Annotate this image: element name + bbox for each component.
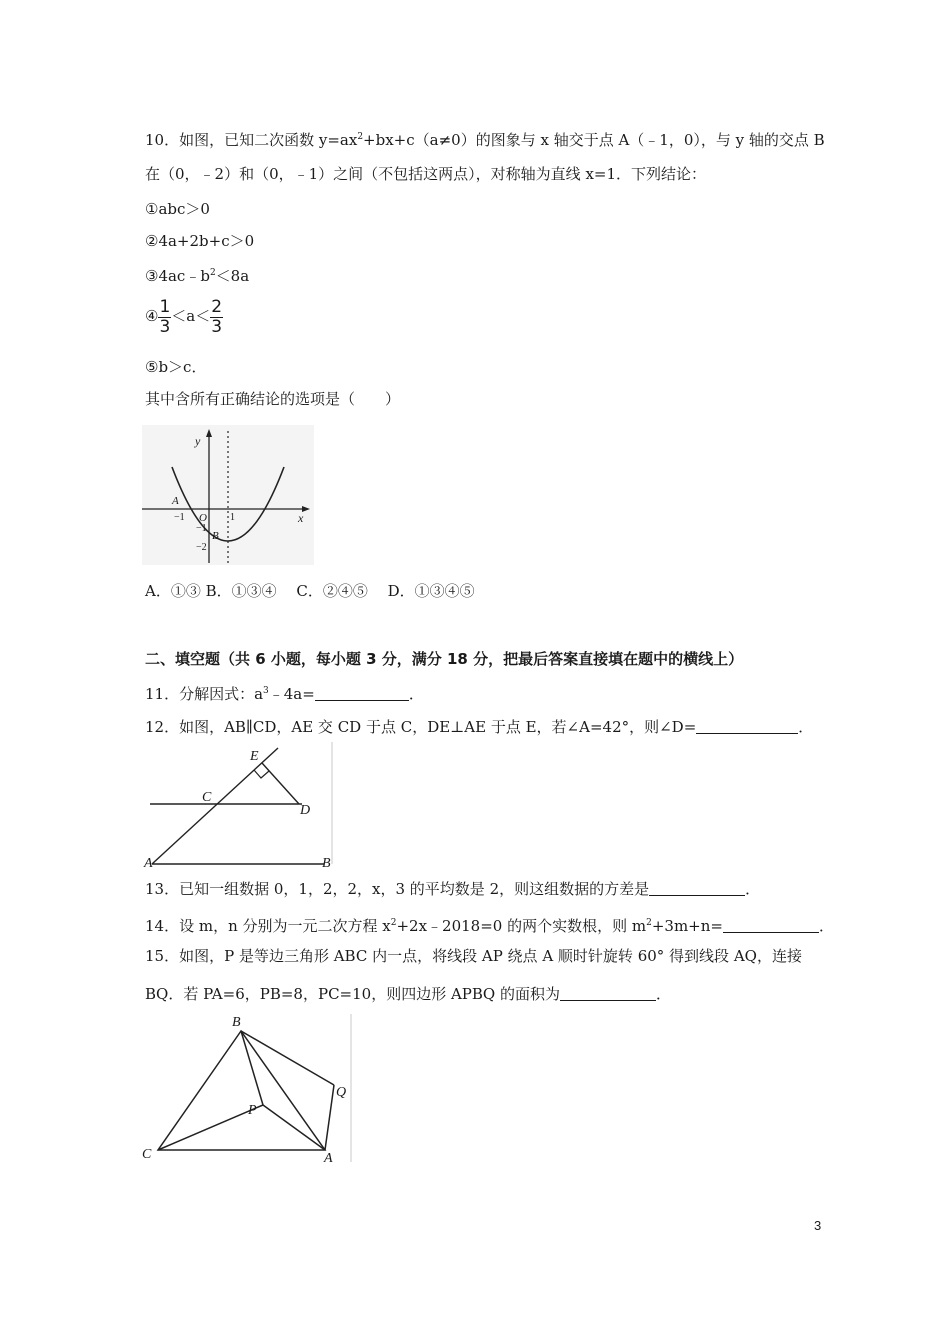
answer-blank-q12[interactable]	[696, 717, 798, 734]
q10-conclusion-3: $③4ac﹣b^2<8a$	[145, 267, 250, 285]
q14: 14．设 m，n 分别为一元二次方程 $x^2+2x﹣2018=0$ 的两个实数根，则 $m^2+3m+n=$ ．	[145, 917, 834, 935]
parabola-figure	[142, 425, 314, 565]
answer-blank-q11[interactable]	[315, 684, 409, 701]
fig-label-b: B	[232, 1015, 241, 1030]
answer-blank-q13[interactable]	[649, 879, 745, 896]
q13: 13．已知一组数据 0，1，2，2，x，3 的平均数是 2，则这组数据的方差是 ．	[145, 880, 761, 898]
fig-label-b: B	[212, 530, 219, 542]
fig-tick-1-x: 1	[230, 512, 235, 523]
q15-line1: 15．如图，P 是等边三角形 ABC 内一点，将线段 AP 绕点 A 顺时针旋转 60° 得到线段 AQ，连接	[145, 947, 802, 965]
q10-conclusion-1: ①abc＞0	[145, 200, 210, 218]
fig-label-d: D	[300, 803, 311, 818]
q10-question: 其中含所有正确结论的选项是（ ）	[145, 390, 401, 408]
q15-line2: BQ．若 PA=6，PB=8，PC=10，则四边形 APBQ 的面积为 ．	[145, 985, 671, 1003]
fig-tick-neg1-y: −1	[196, 523, 207, 534]
q10-line1: 10．如图，已知二次函数 $y=ax^2+bx+c(a\ne 0)$的图象与 x 轴交于点 A（﹣1，0），与 y 轴的交点 B	[145, 131, 825, 149]
fig-label-q: Q	[336, 1085, 347, 1100]
page-number: 3	[814, 1218, 822, 1233]
fig-label-a: A	[324, 1151, 333, 1166]
fig-label-a: A	[172, 495, 179, 507]
q10-conclusion-4: ④ $\frac{1}{3}$ ＜a＜ $\frac{2}{3}$	[145, 296, 223, 337]
fig-label-e: E	[250, 749, 259, 764]
fig-label-p: P	[248, 1103, 257, 1118]
fig-label-x: x	[298, 511, 304, 525]
fig-label-b: B	[322, 856, 331, 868]
section-2-heading: 二、填空题（共 6 小题，每小题 3 分，满分 18 分，把最后答案直接填在题中的横线上）	[145, 650, 744, 668]
q10-conclusion-5: ⑤b＞c．	[145, 358, 207, 376]
answer-blank-q15[interactable]	[560, 984, 656, 1001]
fig-label-y: y	[195, 434, 201, 448]
q11: 11．分解因式：$a^3﹣4a=$ ．	[145, 685, 424, 703]
fig-tick-neg2-y: −2	[196, 542, 207, 553]
fig-label-o: O	[199, 512, 207, 524]
answer-blank-q14[interactable]	[723, 916, 819, 933]
fraction-one-third: $\frac{1}{3}$	[159, 296, 171, 337]
fig-label-a: A	[144, 856, 153, 868]
fig-label-c: C	[202, 790, 212, 805]
fig-label-c: C	[142, 1147, 152, 1162]
parallel-lines-figure	[142, 740, 337, 868]
q10-options: A．①③ B．①③④ C．②④⑤ D．①③④⑤	[145, 582, 475, 600]
q12: 12．如图，AB∥CD，AE 交 CD 于点 C，DE⊥AE 于点 E，若∠A=42°，则∠D= ．	[145, 718, 814, 736]
q10-line2: 在（0，﹣2）和（0，﹣1）之间（不包括这两点），对称轴为直线 x=1．下列结论：	[145, 165, 707, 183]
fig-tick-neg1-x: −1	[174, 512, 185, 523]
fraction-two-thirds: $\frac{2}{3}$	[211, 296, 223, 337]
equilateral-triangle-figure	[138, 1010, 356, 1168]
q10-conclusion-2: ②4a+2b+c＞0	[145, 232, 255, 250]
